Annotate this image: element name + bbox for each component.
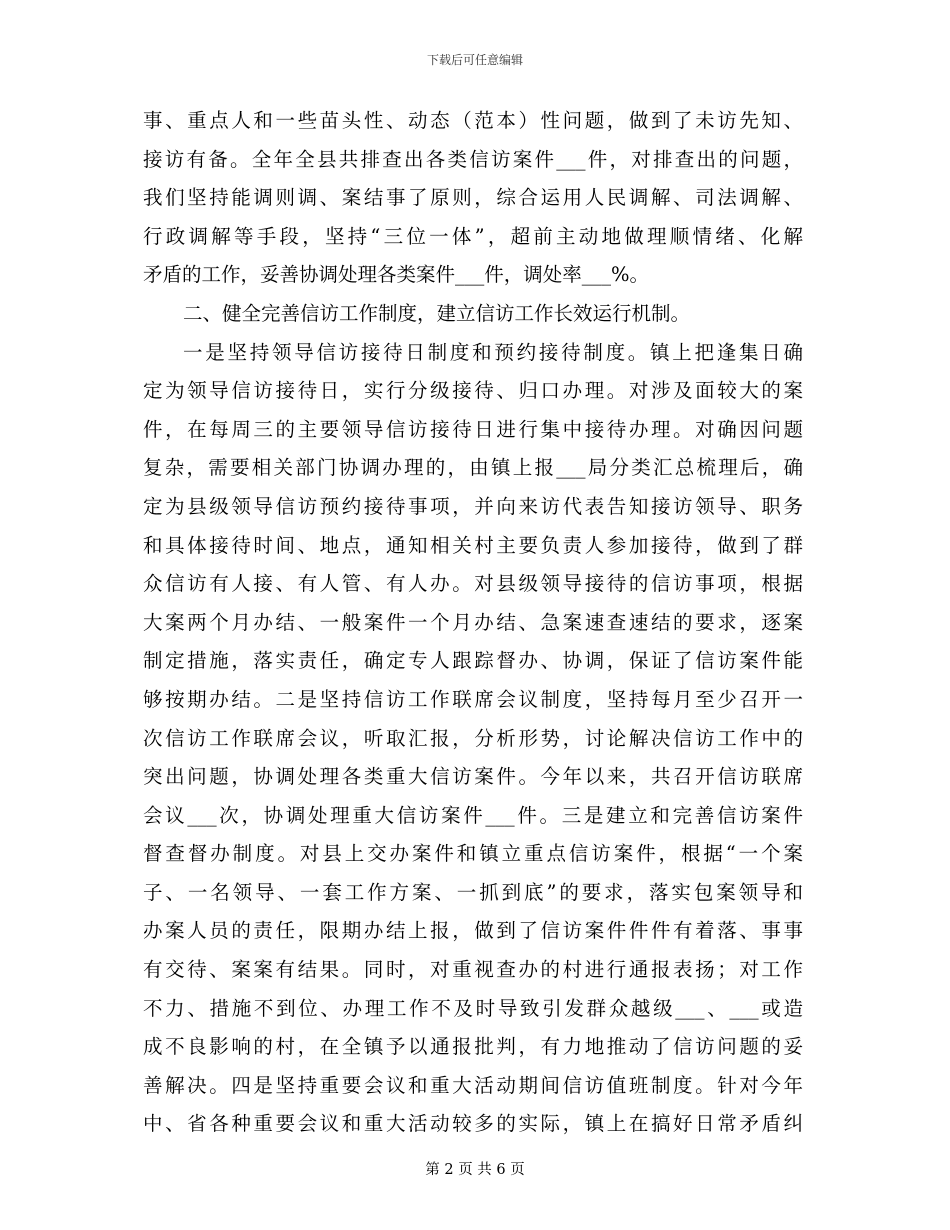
text-line: 会议___次，协调处理重大信访案件___件。三是建立和完善信访案件 xyxy=(143,803,803,827)
text-line: 善解决。四是坚持重要会议和重大活动期间信访值班制度。针对今年 xyxy=(143,1073,803,1097)
text-line: 复杂，需要相关部门协调办理的，由镇上报___局分类汇总梳理后，确 xyxy=(143,456,803,480)
text-line: 接访有备。全年全县共排查出各类信访案件___件，对排查出的问题， xyxy=(143,147,803,171)
text-line: 事、重点人和一些苗头性、动态（范本）性问题，做到了未访先知、 xyxy=(143,109,803,132)
text-line: 和具体接待时间、地点，通知相关村主要负责人参加接待，做到了群 xyxy=(143,533,803,557)
text-line: 突出问题，协调处理各类重大信访案件。今年以来，共召开信访联席 xyxy=(143,765,803,789)
text-line: 件，在每周三的主要领导信访接待日进行集中接待办理。对确因问题 xyxy=(143,417,803,441)
text-line: 众信访有人接、有人管、有人办。对县级领导接待的信访事项，根据 xyxy=(143,572,803,596)
text-line: 一是坚持领导信访接待日制度和预约接待制度。镇上把逢集日确 xyxy=(183,340,803,364)
text-line: 成不良影响的村，在全镇予以通报批判，有力地推动了信访问题的妥 xyxy=(143,1035,803,1059)
section-heading: 二、健全完善信访工作制度，建立信访工作长效运行机制。 xyxy=(183,301,691,325)
text-line: 够按期办结。二是坚持信访工作联席会议制度，坚持每月至少召开一 xyxy=(143,687,803,711)
text-line: 次信访工作联席会议，听取汇报，分析形势，讨论解决信访工作中的 xyxy=(143,726,803,750)
text-line: 制定措施，落实责任，确定专人跟踪督办、协调，保证了信访案件能 xyxy=(143,649,803,673)
text-line: 有交待、案案有结果。同时，对重视查办的村进行通报表扬；对工作 xyxy=(143,958,803,982)
text-line: 矛盾的工作，妥善协调处理各类案件___件，调处率___%。 xyxy=(143,263,650,287)
text-line: 我们坚持能调则调、案结事了原则，综合运用人民调解、司法调解、 xyxy=(143,186,803,210)
document-body xyxy=(143,102,803,1144)
text-line: 定为领导信访接待日，实行分级接待、归口办理。对涉及面较大的案 xyxy=(143,379,803,403)
page-number-footer: 第 2 页 共 6 页 xyxy=(425,1162,525,1178)
text-line: 中、省各种重要会议和重大活动较多的实际，镇上在搞好日常矛盾纠 xyxy=(143,1112,803,1136)
text-line: 大案两个月办结、一般案件一个月办结、急案速查速结的要求，逐案 xyxy=(143,610,803,634)
text-line: 定为县级领导信访预约接待事项，并向来访代表告知接访领导、职务 xyxy=(143,494,803,518)
text-line: 子、一名领导、一套工作方案、一抓到底”的要求，落实包案领导和 xyxy=(143,880,803,904)
text-line: 办案人员的责任，限期办结上报，做到了信访案件件件有着落、事事 xyxy=(143,919,803,943)
text-line: 督查督办制度。对县上交办案件和镇立重点信访案件，根据“一个案 xyxy=(143,842,803,866)
page-header-note: 下载后可任意编辑 xyxy=(426,53,523,67)
text-line: 行政调解等手段，坚持“三位一体”，超前主动地做理顺情绪、化解 xyxy=(143,224,803,248)
text-line: 不力、措施不到位、办理工作不及时导致引发群众越级___、___或造 xyxy=(143,996,803,1020)
